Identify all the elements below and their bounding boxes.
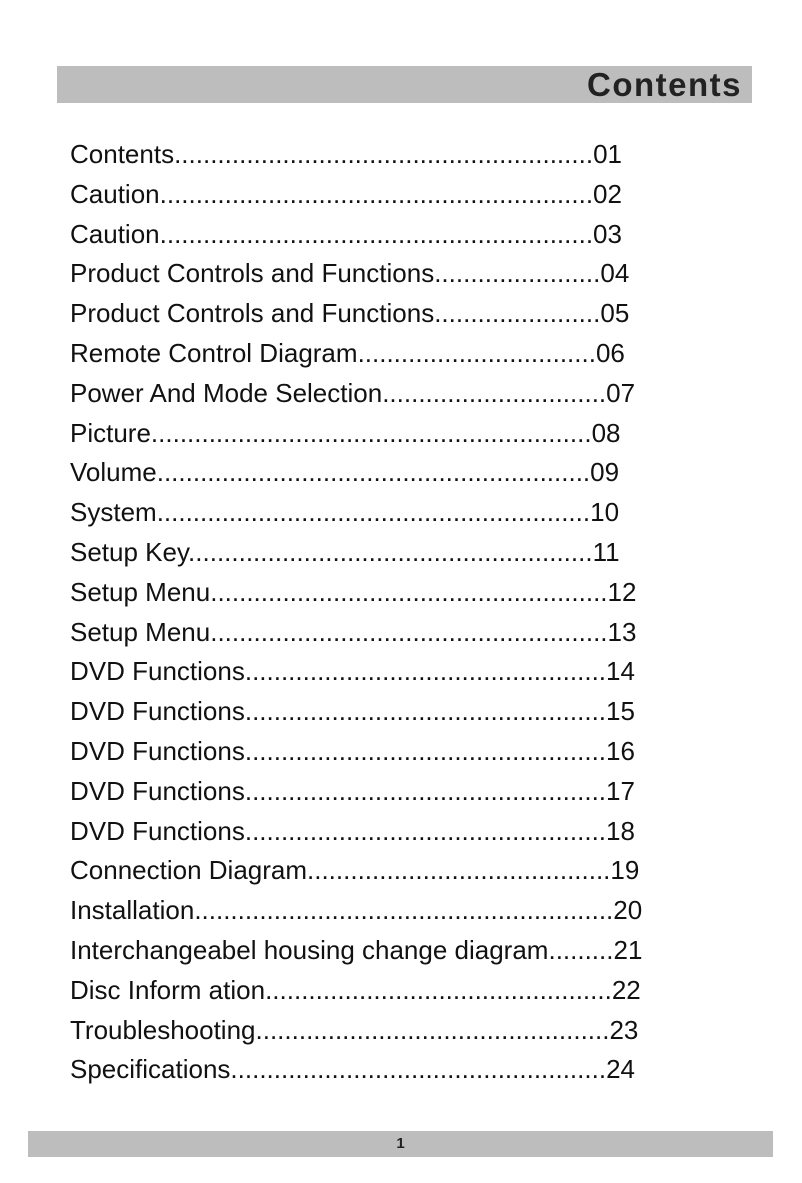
toc-entry [70, 652, 730, 692]
toc-entry-title: Setup Menu [70, 576, 211, 607]
footer-bar [28, 1131, 773, 1157]
toc-entry-leader: ................................................. [255, 1014, 610, 1045]
toc-entry-title: System [70, 497, 157, 528]
header-bar [57, 66, 752, 103]
toc-entry [70, 732, 730, 772]
toc-entry-leader: .................................................. [244, 775, 607, 806]
toc-entry-page: 17 [606, 775, 635, 806]
toc-entry-leader: ................................. [357, 337, 596, 368]
page-number: 1 [396, 1135, 405, 1152]
toc-entry [70, 851, 730, 891]
toc-entry-title: Disc Inform ation [70, 974, 266, 1005]
toc-entry-title: Setup Key [70, 536, 189, 567]
toc-entry-page: 10 [590, 497, 620, 528]
toc-entry-leader: ......... [548, 934, 614, 965]
toc-entry-leader: .................................................. [244, 735, 607, 766]
toc-entry-leader: ............................................................ [159, 178, 594, 209]
toc-entry-leader: .......................................... [307, 855, 611, 886]
toc-entry-leader: ................................................ [265, 974, 612, 1005]
toc-entry-leader: .................................................. [244, 815, 607, 846]
toc-entry [70, 175, 730, 215]
toc-entry-page: 04 [600, 258, 630, 289]
toc-entry [70, 772, 730, 812]
toc-entry [70, 931, 730, 971]
toc-entry-leader: ............................................................ [159, 218, 594, 249]
toc-entry-page: 11 [592, 536, 620, 567]
toc-entry-title: Setup Menu [70, 616, 211, 647]
toc-entry-page: 01 [593, 139, 622, 169]
toc-entry-page: 18 [606, 815, 635, 846]
toc-entry-leader: ....................... [434, 298, 601, 329]
toc-entry [70, 891, 730, 931]
toc-entry-leader: .......................................................... [194, 895, 614, 926]
toc-entry-leader: ....................................................... [210, 616, 608, 647]
toc-entry-title: Product Controls and Functions [70, 298, 435, 329]
toc-entry-title: Caution [70, 218, 160, 249]
toc-entry-page: 16 [606, 735, 635, 766]
toc-entry-leader: ............................................................. [150, 417, 592, 448]
toc-entry-leader: .................................................. [244, 656, 607, 687]
toc-entry-page: 02 [593, 178, 622, 209]
toc-entry [70, 613, 730, 653]
toc-entry-page: 23 [609, 1014, 639, 1045]
table-of-contents [70, 135, 730, 1090]
toc-entry-leader: .......................................................... [174, 139, 594, 169]
toc-entry-page: 20 [613, 895, 643, 926]
toc-entry-page: 19 [610, 855, 640, 886]
toc-entry-leader: ....................................................... [210, 576, 608, 607]
toc-entry-title: DVD Functions [70, 696, 245, 727]
toc-entry-page: 21 [613, 934, 643, 965]
toc-entry [70, 453, 730, 493]
toc-entry [70, 215, 730, 255]
toc-entry-page: 22 [611, 974, 641, 1005]
toc-entry-page: 07 [606, 377, 636, 408]
toc-entry-leader: .................................................. [244, 696, 607, 727]
page-title: Contents [587, 66, 742, 103]
toc-entry [70, 414, 730, 454]
toc-entry-title: Volume [70, 457, 157, 488]
toc-entry-title: Power And Mode Selection [70, 377, 383, 408]
toc-entry-title: Picture [70, 417, 151, 448]
toc-entry-title: Specifications [70, 1054, 231, 1085]
toc-entry-page: 14 [606, 656, 635, 687]
toc-entry-page: 15 [606, 696, 635, 727]
toc-entry-page: 06 [595, 337, 625, 368]
toc-entry-page: 09 [590, 457, 620, 488]
toc-entry [70, 334, 730, 374]
toc-entry-title: DVD Functions [70, 815, 245, 846]
toc-entry-page: 13 [607, 616, 637, 647]
toc-entry-page: 08 [591, 417, 621, 448]
toc-entry-leader: ........................................................ [188, 536, 593, 567]
toc-entry-title: Product Controls and Functions [70, 258, 435, 289]
toc-entry-title: Caution [70, 178, 160, 209]
toc-entry [70, 493, 730, 533]
toc-entry-title: Troubleshooting [70, 1014, 256, 1045]
toc-entry-title: Contents [70, 139, 175, 169]
toc-entry-title: Connection Diagram [70, 855, 308, 886]
toc-entry [70, 1050, 730, 1090]
toc-entry-leader: ............................................................ [156, 457, 591, 488]
toc-entry [70, 692, 730, 732]
toc-entry [70, 971, 730, 1011]
toc-entry-title: DVD Functions [70, 735, 245, 766]
toc-entry [70, 812, 730, 852]
toc-entry-title: DVD Functions [70, 775, 245, 806]
toc-entry-page: 05 [600, 298, 630, 329]
toc-entry-title: Remote Control Diagram [70, 337, 358, 368]
toc-entry-leader: ............................... [382, 377, 607, 408]
toc-entry-page: 03 [593, 218, 622, 249]
toc-entry-title: Interchangeabel housing change diagram [70, 934, 549, 965]
toc-entry [70, 533, 730, 573]
toc-entry [70, 294, 730, 334]
toc-entry-page: 24 [606, 1054, 635, 1085]
toc-entry-title: Installation [70, 895, 195, 926]
toc-entry [70, 374, 730, 414]
toc-entry-leader: ............................................................ [156, 497, 591, 528]
toc-entry-title: DVD Functions [70, 656, 245, 687]
toc-entry [70, 254, 730, 294]
toc-entry [70, 135, 730, 175]
toc-entry-leader: .................................................... [230, 1054, 607, 1085]
toc-entry-leader: ....................... [434, 258, 601, 289]
toc-entry [70, 1011, 730, 1051]
toc-entry [70, 573, 730, 613]
toc-entry-page: 12 [607, 576, 637, 607]
